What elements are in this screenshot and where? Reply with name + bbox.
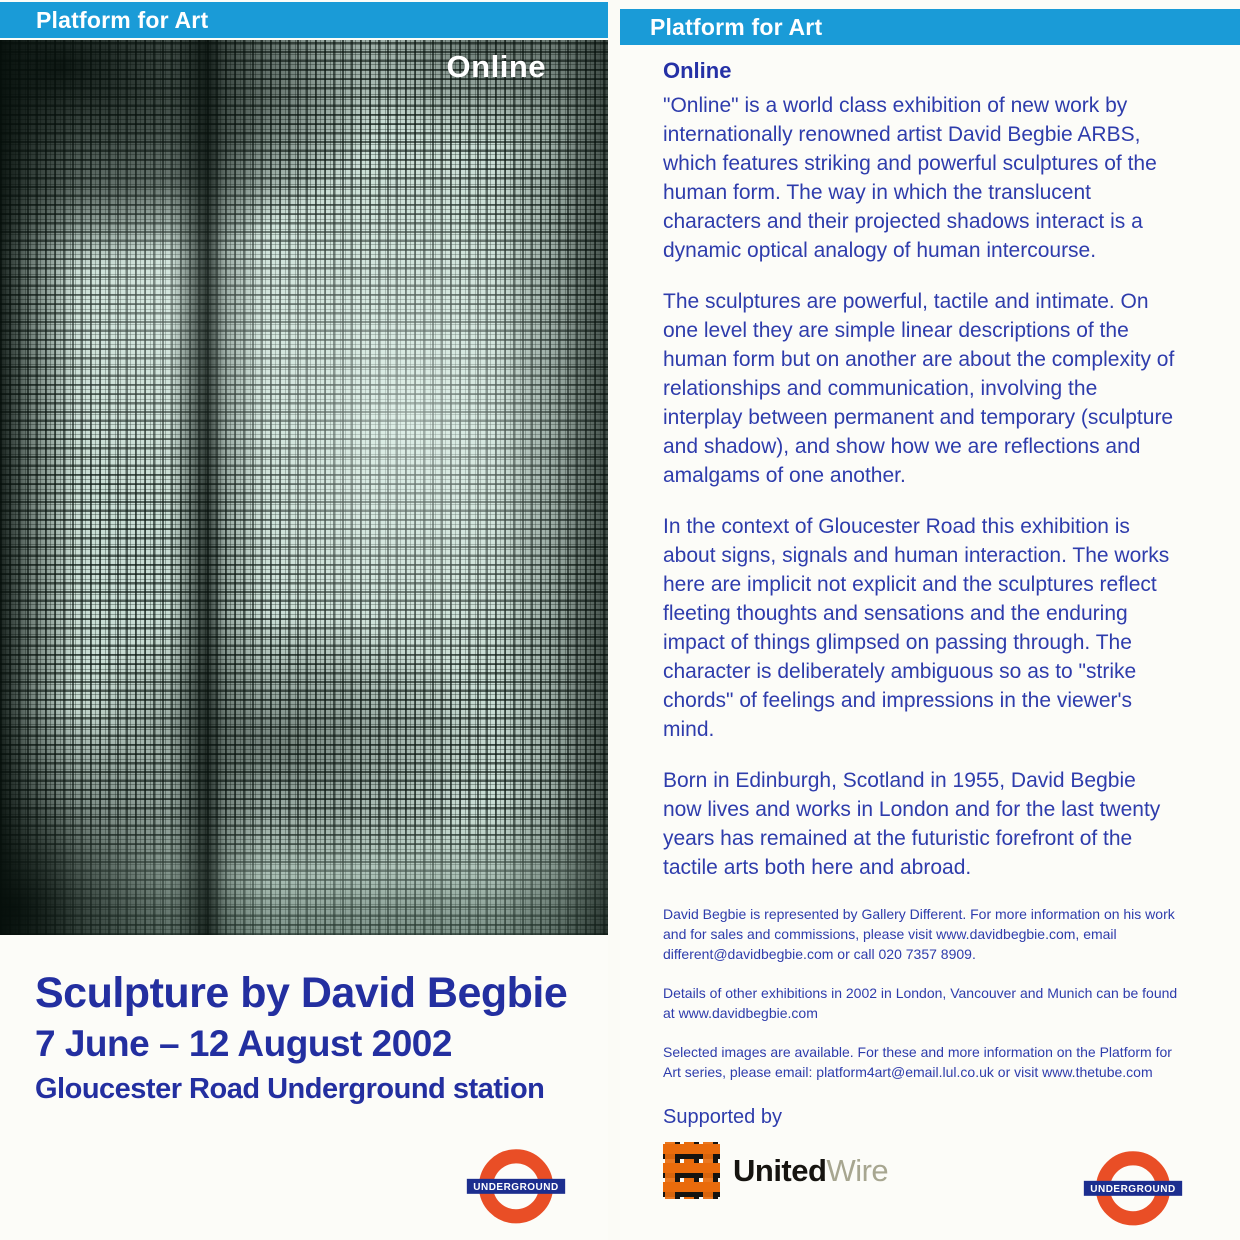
event-dates: 7 June – 12 August 2002	[35, 1023, 452, 1065]
sponsor-name	[733, 1153, 888, 1189]
sponsor-name-wire: Wire	[826, 1152, 889, 1188]
photo-caption-online: Online	[446, 49, 546, 84]
event-location: Gloucester Road Underground station	[35, 1072, 545, 1105]
right-header-bar	[620, 9, 1240, 45]
paragraph-1: "Online" is a world class exhibition of new work by internationally renowned artist David Begbie ARBS, which features striking and powerful sculptures of the human form. The way in which the translucent characters and their projected shadows interact is a dynamic optical analogy of human intercourse.	[663, 94, 1157, 262]
note-other-exhibitions: Details of other exhibitions in 2002 in London, Vancouver and Munich can be found at www.davidbegbie.com	[663, 985, 1178, 1021]
section-heading-online: Online	[663, 58, 732, 83]
paragraph-2: The sculptures are powerful, tactile and intimate. On one level they are simple linear descriptions of the human form but on another are about the complexity of relationships and communication, involving the interplay between permanent and temporary (sculpture and shadow), and show how we are reflections and amalgams of one another.	[663, 290, 1175, 487]
paragraph-3: In the context of Gloucester Road this exhibition is about signs, signals and human interaction. The works here are implicit not explicit and the sculptures reflect fleeting thoughts and sensations and the enduring impact of things glimpsed on passing through. The character is deliberately ambiguous so as to "strike chords" of feelings and impressions in the viewer's mind.	[663, 515, 1170, 741]
underground-roundel-icon	[466, 1143, 566, 1230]
roundel-label: UNDERGROUND	[1090, 1184, 1176, 1196]
note-representation: David Begbie is represented by Gallery Different. For more information on his work and for sales and commissions, please visit www.davidbegbie.com, email different@davidbegbie.com or call 020 7357 8909.	[663, 906, 1175, 962]
underground-roundel-right-svg	[1083, 1145, 1183, 1232]
right-header-title: Platform for Art	[650, 13, 823, 40]
supported-by-label: Supported by	[663, 1106, 782, 1128]
event-headline	[35, 970, 600, 1106]
left-panel	[0, 0, 608, 1240]
event-title: Sculpture by David Begbie	[35, 969, 568, 1017]
right-content	[663, 58, 1185, 1199]
mesh-sculpture-photo	[0, 40, 608, 935]
left-header-bar	[0, 2, 608, 38]
underground-roundel-left-svg	[466, 1143, 566, 1230]
notes-block	[663, 904, 1185, 1082]
roundel-label: UNDERGROUND	[473, 1182, 559, 1194]
right-panel	[620, 0, 1240, 1240]
left-header-title: Platform for Art	[36, 6, 209, 33]
sponsor-name-united: United	[733, 1152, 827, 1188]
note-selected-images: Selected images are available. For these and more information on the Platform for Art series, please email: platform4art@email.lul.co.uk or visit www.thetube.com	[663, 1044, 1172, 1080]
underground-roundel-icon	[1083, 1145, 1183, 1232]
unitedwire-weave-icon	[663, 1142, 720, 1199]
paragraph-4: Born in Edinburgh, Scotland in 1955, David Begbie now lives and works in London and for the last twenty years has remained at the futuristic forefront of the tactile arts both here and abroad.	[663, 769, 1161, 879]
